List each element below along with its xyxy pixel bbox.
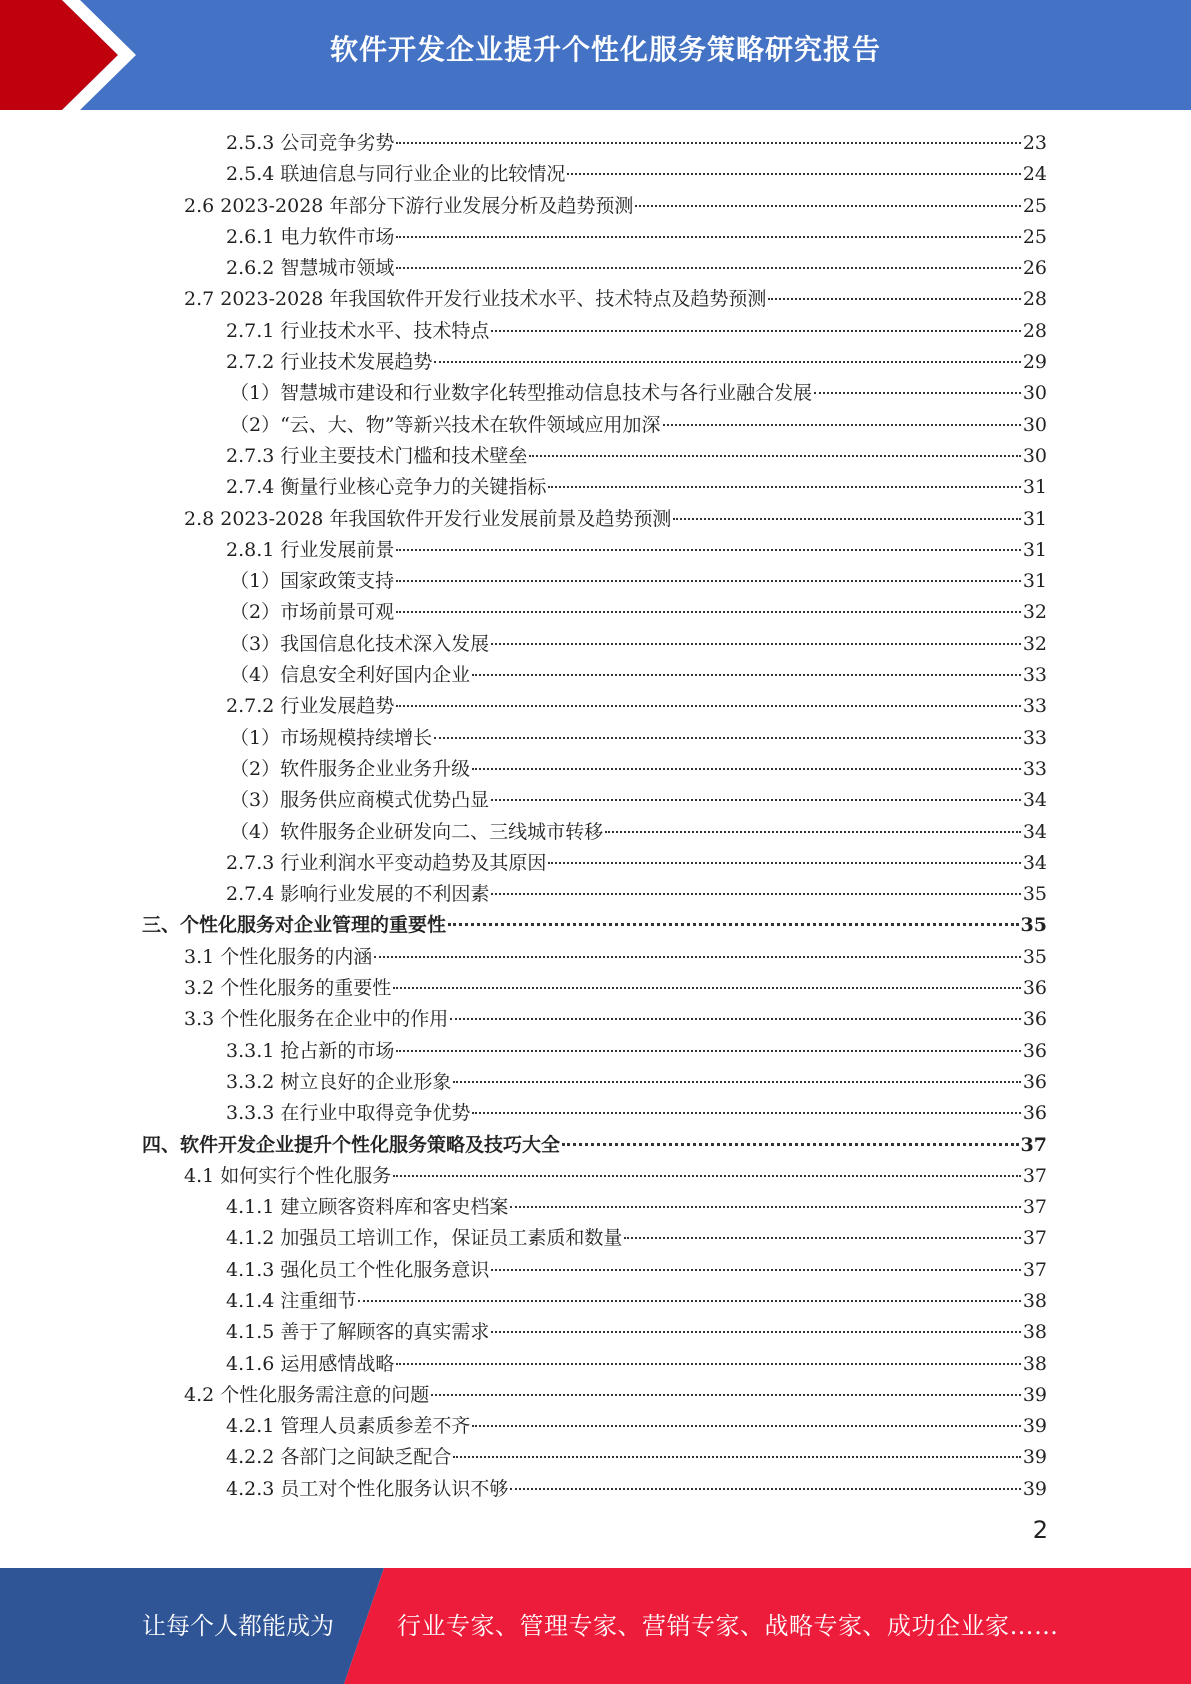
- toc-entry-label: 4.1 如何实行个性化服务: [184, 1164, 392, 1187]
- toc-dot-leader: [431, 1394, 1021, 1396]
- toc-entry-label: 2.6 2023-2028 年部分下游行业发展分析及趋势预测: [184, 194, 634, 217]
- toc-dot-leader: [396, 236, 1020, 238]
- toc-dot-leader: [624, 1237, 1020, 1239]
- toc-entry-label: 2.6.2 智慧城市领域: [226, 257, 395, 280]
- toc-entry-label: （2）软件服务企业业务升级: [230, 757, 471, 780]
- toc-dot-leader: [548, 862, 1020, 864]
- toc-page-number: 31: [1022, 476, 1047, 499]
- toc-entry[interactable]: [0, 128, 1047, 159]
- toc-entry[interactable]: [0, 629, 1047, 660]
- toc-entry-label: （2）“云、大、物”等新兴技术在软件领域应用加深: [230, 413, 661, 436]
- toc-entry-label: 2.8 2023-2028 年我国软件开发行业发展前景及趋势预测: [184, 507, 672, 530]
- toc-entry[interactable]: [0, 973, 1047, 1004]
- toc-entry-label: 4.1.4 注重细节: [226, 1289, 357, 1312]
- toc-entry-label: 2.7.4 衡量行业核心竞争力的关键指标: [226, 476, 547, 499]
- toc-page-number: 25: [1022, 194, 1047, 217]
- toc-entry[interactable]: [0, 1036, 1047, 1067]
- toc-dot-leader: [472, 768, 1021, 770]
- toc-entry[interactable]: [0, 785, 1047, 816]
- toc-entry[interactable]: [0, 1004, 1047, 1035]
- toc-entry[interactable]: [0, 1317, 1047, 1348]
- toc-page-number: 36: [1022, 977, 1047, 1000]
- toc-entry[interactable]: [0, 1474, 1047, 1505]
- toc-dot-leader: [635, 205, 1020, 207]
- toc-entry-label: （3）我国信息化技术深入发展: [230, 632, 490, 655]
- toc-page-number: 25: [1022, 225, 1047, 248]
- toc-dot-leader: [491, 1269, 1020, 1271]
- toc-entry-label: 2.5.3 公司竞争劣势: [226, 132, 395, 154]
- toc-entry[interactable]: [0, 723, 1047, 754]
- toc-entry[interactable]: [0, 942, 1047, 973]
- toc-page-number: 35: [1022, 883, 1047, 906]
- toc-page-number: 37: [1022, 1196, 1047, 1219]
- toc-entry-label: 4.1.2 加强员工培训工作，保证员工素质和数量: [226, 1227, 623, 1250]
- toc-page-number: 37: [1022, 1258, 1047, 1281]
- toc-entry-label: 2.6.1 电力软件市场: [226, 225, 395, 248]
- toc-page-number: 34: [1022, 820, 1047, 843]
- toc-page-number: 30: [1022, 382, 1047, 405]
- toc-entry-label: 4.1.6 运用感情战略: [226, 1352, 395, 1375]
- toc-dot-leader: [472, 1425, 1020, 1427]
- toc-dot-leader: [434, 737, 1021, 739]
- toc-entry[interactable]: [0, 410, 1047, 441]
- footer-slogan-right: 行业专家、管理专家、营销专家、战略专家、成功企业家……: [397, 1612, 1059, 1640]
- toc-page-number: 39: [1022, 1415, 1047, 1438]
- toc-dot-leader: [396, 142, 1020, 144]
- toc-dot-leader: [393, 1175, 1021, 1177]
- toc-entry[interactable]: [0, 566, 1047, 597]
- toc-page-number: 33: [1022, 695, 1047, 718]
- toc-entry[interactable]: [0, 1192, 1047, 1223]
- toc-page-number: 26: [1022, 257, 1047, 280]
- toc-entry[interactable]: [0, 597, 1047, 628]
- toc-dot-leader: [814, 392, 1021, 394]
- toc-page-number: 30: [1022, 413, 1047, 436]
- toc-dot-leader: [358, 1300, 1020, 1302]
- toc-entry[interactable]: [0, 222, 1047, 253]
- toc-entry-label: 3.1 个性化服务的内涵: [184, 945, 373, 968]
- toc-page-number: 37: [1022, 1227, 1047, 1250]
- toc-entry[interactable]: [0, 316, 1047, 347]
- toc-entry[interactable]: [0, 1286, 1047, 1317]
- toc-dot-leader: [396, 549, 1020, 551]
- toc-dot-leader: [663, 424, 1021, 426]
- toc-page-number: 34: [1022, 851, 1047, 874]
- toc-page-number: 36: [1022, 1039, 1047, 1062]
- toc-entry-label: （1）国家政策支持: [230, 570, 395, 593]
- toc-entry-label: 4.1.5 善于了解顾客的真实需求: [226, 1321, 490, 1344]
- toc-dot-leader: [491, 643, 1021, 645]
- toc-page-number: 32: [1022, 601, 1047, 624]
- toc-entry[interactable]: [0, 754, 1047, 785]
- toc-page-number: 35: [1020, 914, 1047, 937]
- toc-dot-leader: [491, 799, 1021, 801]
- toc-dot-leader: [450, 1018, 1021, 1020]
- toc-dot-leader: [396, 267, 1020, 269]
- toc-entry-label: 3.3.2 树立良好的企业形象: [226, 1070, 452, 1093]
- toc-entry-label: 4.2.1 管理人员素质参差不齐: [226, 1415, 471, 1438]
- toc-entry-label: 四、软件开发企业提升个性化服务策略及技巧大全: [142, 1133, 561, 1156]
- toc-page-number: 32: [1022, 632, 1047, 655]
- toc-dot-leader: [768, 298, 1020, 300]
- toc-dot-leader: [453, 1456, 1020, 1458]
- toc-dot-leader: [374, 956, 1021, 958]
- toc-entry[interactable]: [0, 1255, 1047, 1286]
- toc-dot-leader: [529, 455, 1020, 457]
- toc-entry-label: （4）软件服务企业研发向二、三线城市转移: [230, 820, 604, 843]
- toc-entry[interactable]: [0, 1349, 1047, 1380]
- toc-dot-leader: [453, 1081, 1020, 1083]
- toc-page-number: 30: [1022, 444, 1047, 467]
- toc-entry-label: 4.1.1 建立顾客资料库和客史档案: [226, 1196, 509, 1219]
- toc-entry[interactable]: [0, 253, 1047, 284]
- page-header: [0, 0, 1191, 110]
- toc-page-number: 39: [1022, 1446, 1047, 1469]
- toc-dot-leader: [510, 1206, 1020, 1208]
- toc-entry-label: 2.8.1 行业发展前景: [226, 538, 395, 561]
- toc-dot-leader: [567, 173, 1020, 175]
- toc-entry[interactable]: [0, 1411, 1047, 1442]
- toc-page-number: 36: [1022, 1102, 1047, 1125]
- toc-entry-label: 3.3.1 抢占新的市场: [226, 1039, 395, 1062]
- toc-entry-label: 3.3.3 在行业中取得竞争优势: [226, 1102, 471, 1125]
- page-number: 2: [1032, 1516, 1048, 1544]
- toc-page-number: 36: [1022, 1070, 1047, 1093]
- toc-page-number: 28: [1022, 288, 1047, 311]
- table-of-contents: [0, 128, 1191, 1505]
- toc-entry[interactable]: [0, 817, 1047, 848]
- toc-dot-leader: [396, 1050, 1020, 1052]
- toc-dot-leader: [562, 1143, 1019, 1146]
- toc-entry[interactable]: [0, 504, 1047, 535]
- toc-entry[interactable]: [0, 1442, 1047, 1473]
- toc-entry[interactable]: [0, 848, 1047, 879]
- toc-page-number: 31: [1022, 538, 1047, 561]
- toc-entry[interactable]: [0, 1380, 1047, 1411]
- toc-entry[interactable]: [0, 1130, 1047, 1161]
- toc-entry[interactable]: [0, 191, 1047, 222]
- toc-dot-leader: [434, 361, 1020, 363]
- toc-entry[interactable]: [0, 1067, 1047, 1098]
- toc-entry[interactable]: [0, 347, 1047, 378]
- toc-dot-leader: [491, 330, 1020, 332]
- toc-entry[interactable]: [0, 535, 1047, 566]
- toc-dot-leader: [605, 831, 1021, 833]
- toc-entry[interactable]: [0, 284, 1047, 315]
- toc-page-number: 33: [1022, 664, 1047, 687]
- toc-page-number: 37: [1022, 1164, 1047, 1187]
- footer-slogan-left: 让每个人都能成为: [142, 1612, 334, 1640]
- toc-dot-leader: [396, 705, 1020, 707]
- toc-entry[interactable]: [0, 378, 1047, 409]
- toc-dot-leader: [396, 580, 1021, 582]
- toc-entry-label: （2）市场前景可观: [230, 601, 395, 624]
- toc-entry[interactable]: [0, 879, 1047, 910]
- page-footer: [0, 1568, 1191, 1684]
- toc-entry[interactable]: [0, 159, 1047, 190]
- toc-dot-leader: [396, 611, 1021, 613]
- toc-dot-leader: [393, 987, 1021, 989]
- toc-dot-leader: [491, 893, 1020, 895]
- toc-page-number: 29: [1022, 351, 1047, 374]
- toc-entry[interactable]: [0, 660, 1047, 691]
- toc-entry[interactable]: [0, 1098, 1047, 1129]
- report-title: 软件开发企业提升个性化服务策略研究报告: [329, 33, 881, 66]
- toc-page-number: 39: [1022, 1477, 1047, 1500]
- toc-dot-leader: [396, 1363, 1020, 1365]
- toc-entry-label: 2.5.4 联迪信息与同行业企业的比较情况: [226, 163, 566, 186]
- toc-entry-label: （3）服务供应商模式优势凸显: [230, 789, 490, 812]
- toc-entry-label: 三、个性化服务对企业管理的重要性: [142, 914, 447, 937]
- toc-page-number: 33: [1022, 757, 1047, 780]
- toc-dot-leader: [673, 518, 1020, 520]
- toc-page-number: 23: [1022, 132, 1047, 154]
- toc-entry-label: 2.7.2 行业发展趋势: [226, 695, 395, 718]
- toc-entry[interactable]: [0, 1161, 1047, 1192]
- toc-entry-label: （1）市场规模持续增长: [230, 726, 433, 749]
- toc-entry-label: 4.1.3 强化员工个性化服务意识: [226, 1258, 490, 1281]
- toc-entry[interactable]: [0, 441, 1047, 472]
- toc-page-number: 38: [1022, 1321, 1047, 1344]
- toc-dot-leader: [510, 1488, 1020, 1490]
- toc-dot-leader: [448, 923, 1019, 926]
- toc-entry-label: （1）智慧城市建设和行业数字化转型推动信息技术与各行业融合发展: [230, 382, 813, 405]
- toc-page-number: 28: [1022, 319, 1047, 342]
- toc-page-number: 38: [1022, 1289, 1047, 1312]
- toc-dot-leader: [472, 1112, 1020, 1114]
- toc-entry-label: 4.2.2 各部门之间缺乏配合: [226, 1446, 452, 1469]
- toc-entry-label: 3.2 个性化服务的重要性: [184, 977, 392, 1000]
- toc-entry-label: 2.7.4 影响行业发展的不利因素: [226, 883, 490, 906]
- toc-page-number: 39: [1022, 1383, 1047, 1406]
- toc-page-number: 34: [1022, 789, 1047, 812]
- toc-page-number: 36: [1022, 1008, 1047, 1031]
- toc-entry-label: 2.7.2 行业技术发展趋势: [226, 351, 433, 374]
- toc-page-number: 33: [1022, 726, 1047, 749]
- toc-page-number: 31: [1022, 570, 1047, 593]
- toc-entry[interactable]: [0, 472, 1047, 503]
- toc-entry[interactable]: [0, 910, 1047, 941]
- toc-page-number: 38: [1022, 1352, 1047, 1375]
- toc-entry-label: 4.2 个性化服务需注意的问题: [184, 1383, 430, 1406]
- toc-entry[interactable]: [0, 1223, 1047, 1254]
- toc-entry-label: 2.7.3 行业主要技术门槛和技术壁垒: [226, 444, 528, 467]
- toc-dot-leader: [472, 674, 1021, 676]
- toc-entry-label: 2.7.1 行业技术水平、技术特点: [226, 319, 490, 342]
- toc-entry-label: 3.3 个性化服务在企业中的作用: [184, 1008, 449, 1031]
- toc-page-number: 37: [1020, 1133, 1047, 1156]
- toc-page-number: 31: [1022, 507, 1047, 530]
- toc-page-number: 35: [1022, 945, 1047, 968]
- toc-page-number: 24: [1022, 163, 1047, 186]
- toc-entry-label: 4.2.3 员工对个性化服务认识不够: [226, 1477, 509, 1500]
- toc-dot-leader: [491, 1331, 1020, 1333]
- toc-entry-label: （4）信息安全利好国内企业: [230, 664, 471, 687]
- toc-entry-label: 2.7 2023-2028 年我国软件开发行业技术水平、技术特点及趋势预测: [184, 288, 767, 311]
- toc-dot-leader: [548, 486, 1020, 488]
- toc-entry[interactable]: [0, 691, 1047, 722]
- toc-entry-label: 2.7.3 行业利润水平变动趋势及其原因: [226, 851, 547, 874]
